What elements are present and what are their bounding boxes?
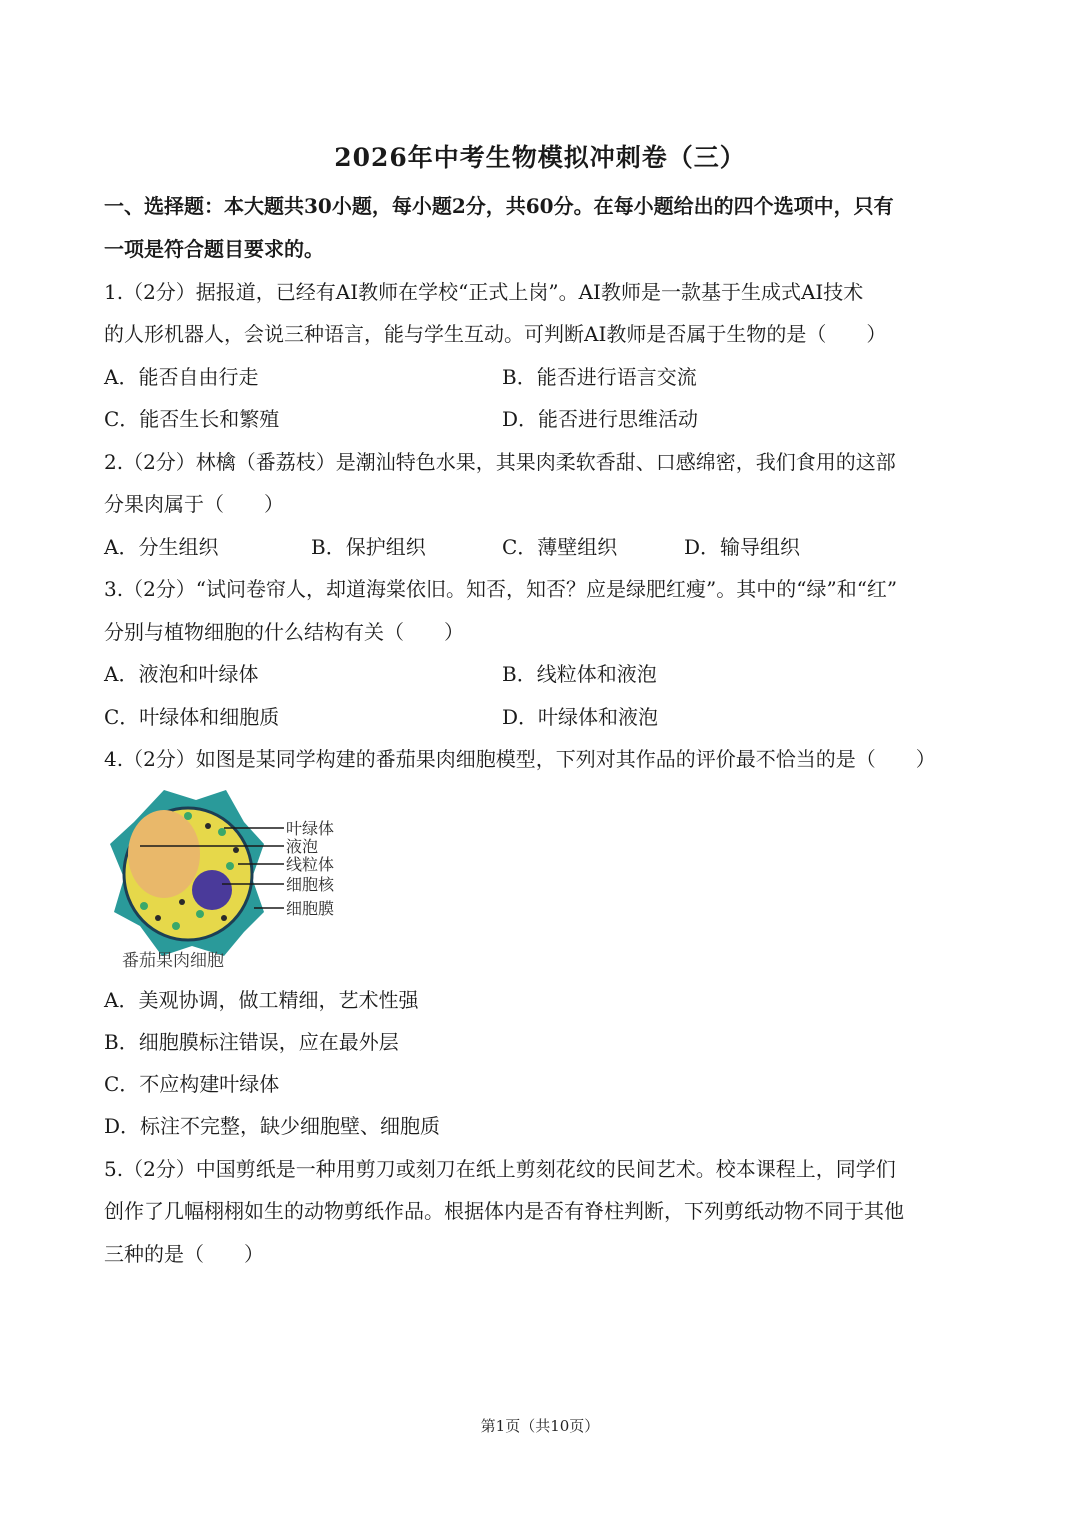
q2-option-d: D．输导组织 [684,535,801,559]
chloroplast-dot [218,828,226,836]
q4-option-d: D．标注不完整，缺少细胞壁、细胞质 [104,1114,441,1138]
tomato-cell-figure [104,786,354,976]
q3-option-a: A．液泡和叶绿体 [104,662,259,686]
q2-option-b: B．保护组织 [311,535,426,559]
mitochondrion-dot [221,915,227,921]
q4-option-b: B．细胞膜标注错误，应在最外层 [104,1030,399,1054]
vacuole-shape [128,810,200,898]
q2-stem-line-1: 2.（2分）林檎（番荔枝）是潮汕特色水果，其果肉柔软香甜、口感绵密，我们食用的这部 [104,450,896,474]
q1-option-c: C．能否生长和繁殖 [104,407,280,431]
q1-option-b: B．能否进行语言交流 [502,365,697,389]
tomato-cell-diagram [104,786,354,976]
label-vacuole: 液泡 [286,837,319,856]
q1-stem-line-2: 的人形机器人，会说三种语言，能与学生互动。可判断AI教师是否属于生物的是（ ） [104,322,887,346]
q5-stem-line-2: 创作了几幅栩栩如生的动物剪纸作品。根据体内是否有脊柱判断，下列剪纸动物不同于其他 [104,1199,904,1223]
figure-caption: 番茄果肉细胞 [122,951,224,971]
label-chloroplast: 叶绿体 [286,819,335,838]
q4-stem-line-1: 4.（2分）如图是某同学构建的番茄果肉细胞模型，下列对其作品的评价最不恰当的是（ ） [104,747,936,771]
q1-option-d: D．能否进行思维活动 [502,407,699,431]
q4-option-a: A．美观协调，做工精细，艺术性强 [104,988,419,1012]
q3-option-b: B．线粒体和液泡 [502,662,657,686]
page-title: 2026年中考生物模拟冲刺卷（三） [334,143,746,172]
mitochondrion-dot [233,847,239,853]
q2-stem-line-2: 分果肉属于（ ） [104,492,284,516]
q1-stem-line-1: 1.（2分）据报道，已经有AI教师在学校“正式上岗”。AI教师是一款基于生成式AI技术 [104,280,864,304]
chloroplast-dot [226,862,234,870]
chloroplast-dot [196,910,204,918]
q5-stem-line-3: 三种的是（ ） [104,1242,264,1266]
chloroplast-dot [184,812,192,820]
q5-stem-line-1: 5.（2分）中国剪纸是一种用剪刀或刻刀在纸上剪刻花纹的民间艺术。校本课程上，同学们 [104,1157,896,1181]
page-footer: 第1页（共10页） [480,1417,600,1435]
mitochondrion-dot [155,915,161,921]
q3-option-c: C．叶绿体和细胞质 [104,705,280,729]
nucleus-shape [192,870,232,910]
chloroplast-dot [140,902,148,910]
label-mitochondrion: 线粒体 [286,855,335,874]
q3-stem-line-2: 分别与植物细胞的什么结构有关（ ） [104,620,464,644]
q4-option-c: C．不应构建叶绿体 [104,1072,280,1096]
section-heading-line-1: 一、选择题：本大题共30小题，每小题2分，共60分。在每小题给出的四个选项中，只有 [104,194,894,218]
q3-stem-line-1: 3.（2分）“试问卷帘人，却道海棠依旧。知否，知否？应是绿肥红瘦”。其中的“绿”和“红” [104,577,898,601]
mitochondrion-dot [205,823,211,829]
mitochondrion-dot [179,899,185,905]
q2-option-c: C．薄壁组织 [502,535,618,559]
label-membrane: 细胞膜 [286,899,335,918]
section-heading-line-2: 一项是符合题目要求的。 [104,237,324,261]
q2-option-a: A．分生组织 [104,535,219,559]
chloroplast-dot [172,922,180,930]
q3-option-d: D．叶绿体和液泡 [502,705,659,729]
label-nucleus: 细胞核 [286,875,335,894]
q1-option-a: A．能否自由行走 [104,365,259,389]
